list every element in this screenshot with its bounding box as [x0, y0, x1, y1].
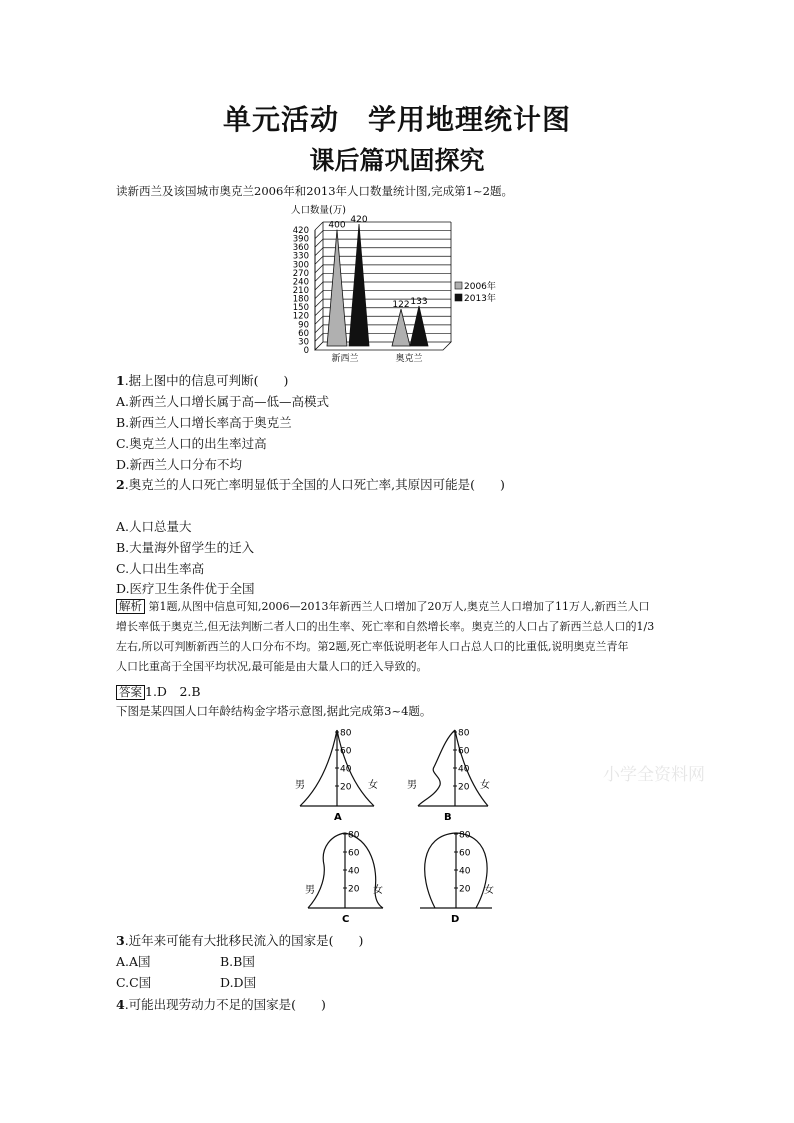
pyramid-c-male: 男: [305, 885, 315, 896]
analysis-line-1: 第1题,从图中信息可知,2006—2013年新西兰人口增加了20万人,奥克兰人口增加了11万人,新西兰人口: [148, 600, 650, 613]
age-label: 40: [348, 866, 360, 877]
age-label: 80: [459, 830, 471, 841]
question-1-number: 1: [116, 373, 125, 388]
question-1-stem: .据上图中的信息可判断( ): [124, 373, 289, 388]
pyramid-d-female: 女: [484, 885, 494, 896]
grid-diagonal: [315, 308, 323, 316]
pyramid-b-female: 女: [480, 780, 490, 791]
age-label: 20: [458, 782, 470, 793]
grid-diagonal: [315, 265, 323, 273]
age-label: 80: [348, 830, 360, 841]
bar-nz-2013年: [349, 224, 369, 346]
y-tick-label: 60: [298, 328, 309, 339]
legend-swatch: [455, 294, 462, 301]
pyramid-c-female: 女: [373, 885, 383, 896]
question-3-option-a: A.A国: [116, 954, 151, 969]
grid-diagonal: [315, 316, 323, 324]
question-2: [116, 475, 505, 493]
y-tick-label: 180: [292, 294, 309, 305]
question-1-option-b: B.新西兰人口增长率高于奥克兰: [116, 415, 292, 430]
x-tick-label: 新西兰: [331, 354, 359, 364]
analysis-tag: 解析: [116, 599, 145, 614]
pyramid-a-label: A: [334, 812, 342, 823]
question-2-option-a: A.人口总量大: [116, 519, 192, 534]
question-4: [116, 995, 326, 1013]
intro-text-1: 读新西兰及该国城市奥克兰2006年和2013年人口数量统计图,完成第1~2题。: [116, 184, 513, 198]
y-tick-label: 150: [292, 303, 309, 314]
question-1-option-d: D.新西兰人口分布不均: [116, 457, 243, 472]
watermark: 小学全资料网: [603, 765, 705, 785]
grid-diagonal: [315, 231, 323, 239]
question-1: [116, 371, 288, 389]
age-label: 20: [459, 884, 471, 895]
y-tick-label: 420: [292, 226, 309, 236]
page-title: 单元活动 学用地理统计图: [222, 103, 571, 136]
question-3-option-d: D.D国: [220, 975, 257, 990]
age-label: 60: [340, 746, 352, 757]
question-3: [116, 931, 363, 949]
bar-data-label: 133: [410, 297, 428, 307]
y-tick-label: 0: [303, 346, 309, 356]
question-1-option-c: C.奥克兰人口的出生率过高: [116, 436, 267, 451]
grid-diagonal: [315, 248, 323, 256]
pyramid-b-label: B: [444, 812, 452, 823]
analysis-line-2: 增长率低于奥克兰,但无法判断二者人口的出生率、死亡率和自然增长率。奥克兰的人口占了新西兰总人口的1/3: [116, 620, 655, 633]
question-3-option-c: C.C国: [116, 975, 152, 990]
analysis-line-4: 人口比重高于全国平均状况,最可能是由大量人口的迁入导致的。: [116, 660, 428, 673]
grid-diagonal: [315, 291, 323, 299]
age-label: 40: [459, 866, 471, 877]
question-2-number: 2: [116, 477, 125, 492]
y-tick-label: 90: [298, 320, 309, 331]
question-1-option-a: A.新西兰人口增长属于高—低—高模式: [116, 394, 330, 409]
age-label: 20: [348, 884, 360, 895]
answer-text: 1.D 2.B: [145, 684, 201, 699]
question-2-option-d: D.医疗卫生条件优于全国: [116, 581, 255, 596]
bar-data-label: 122: [392, 300, 410, 311]
age-label: 20: [340, 782, 352, 793]
bar-data-label: 400: [328, 220, 346, 231]
y-tick-label: 120: [292, 311, 309, 322]
bar-data-label: 420: [350, 215, 368, 225]
y-tick-label: 360: [292, 243, 309, 254]
y-tick-label: 210: [292, 286, 309, 296]
legend-swatch: [455, 282, 462, 289]
pyramid-a-male: 男: [295, 780, 305, 791]
age-label: 40: [340, 764, 352, 775]
question-3-stem: .近年来可能有大批移民流入的国家是( ): [124, 933, 364, 948]
bar-auckland-2006年: [392, 309, 410, 346]
answer-line: [116, 682, 201, 700]
answer-tag: 答案: [116, 685, 145, 700]
grid-diagonal: [315, 222, 323, 230]
y-tick-label: 390: [292, 234, 309, 245]
legend-label: 2006年: [464, 282, 496, 292]
question-2-option-b: B.大量海外留学生的迁入: [116, 540, 255, 555]
grid-diagonal: [315, 333, 323, 341]
question-3-number: 3: [116, 933, 125, 948]
y-tick-label: 30: [298, 337, 309, 348]
population-pyramids: [280, 725, 510, 925]
grid-diagonal: [315, 325, 323, 333]
analysis-block: [116, 597, 654, 677]
age-label: 80: [458, 728, 470, 739]
grid-diagonal: [315, 239, 323, 247]
y-tick-label: 300: [292, 260, 309, 271]
question-4-stem: .可能出现劳动力不足的国家是( ): [124, 997, 326, 1012]
y-tick-label: 240: [292, 277, 309, 288]
intro-text-2: 下图是某四国人口年龄结构金字塔示意图,据此完成第3~4题。: [116, 704, 432, 718]
grid-diagonal: [315, 299, 323, 307]
question-4-number: 4: [116, 997, 125, 1012]
grid-diagonal: [315, 273, 323, 281]
question-2-option-c: C.人口出生率高: [116, 561, 205, 576]
question-2-stem: .奥克兰的人口死亡率明显低于全国的人口死亡率,其原因可能是( ): [124, 477, 505, 492]
chart-ylabel: 人口数量(万): [291, 205, 346, 216]
population-bar-chart: [285, 200, 515, 365]
age-label: 60: [348, 848, 360, 859]
pyramid-d-label: D: [451, 914, 460, 925]
question-3-option-b: B.B国: [220, 954, 255, 969]
analysis-line-3: 左右,所以可判断新西兰的人口分布不均。第2题,死亡率低说明老年人口占总人口的比重低,说明奥克兰青年: [116, 640, 629, 653]
age-label: 60: [459, 848, 471, 859]
y-tick-label: 330: [292, 251, 309, 262]
age-label: 60: [458, 746, 470, 757]
grid-diagonal: [315, 282, 323, 290]
pyramid-b-male: 男: [407, 780, 417, 791]
page-subtitle: 课后篇巩固探究: [309, 146, 485, 175]
age-label: 40: [458, 764, 470, 775]
x-tick-label: 奥克兰: [395, 354, 423, 364]
bar-nz-2006年: [327, 230, 347, 346]
pyramid-c-label: C: [342, 914, 350, 925]
bar-auckland-2013年: [410, 306, 428, 346]
grid-diagonal: [315, 256, 323, 264]
y-tick-label: 270: [292, 268, 309, 279]
pyramid-a-female: 女: [368, 780, 378, 791]
age-label: 80: [340, 728, 352, 739]
legend-label: 2013年: [464, 294, 496, 304]
